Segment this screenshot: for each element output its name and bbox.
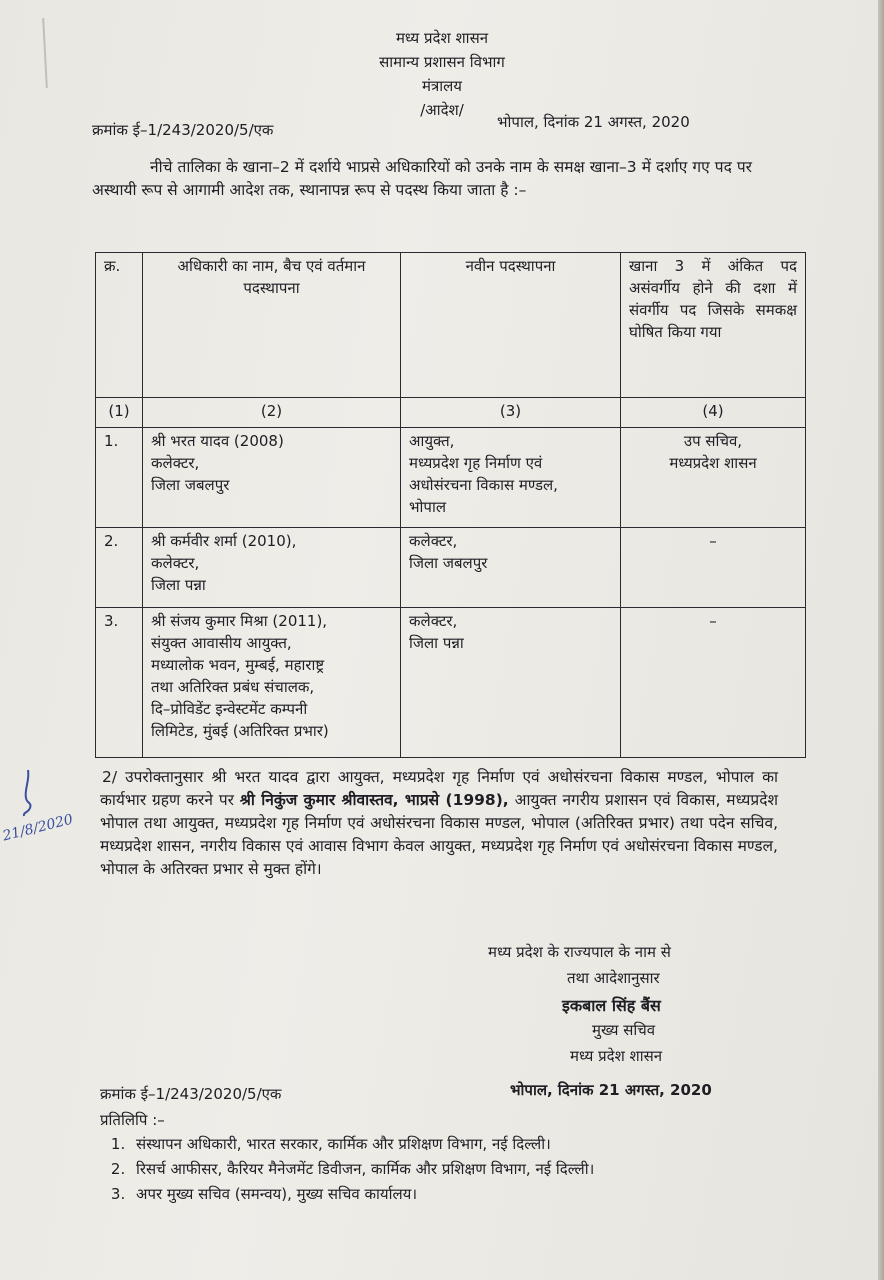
officer-current-line: जिला जबलपुर [151,476,230,494]
handwritten-initial-mark [18,768,38,818]
new-post-line: कलेक्टर, [409,532,458,550]
table-row [96,428,806,528]
list-item: 1. संस्थापन अधिकारी, भारत सरकार, कार्मिक और प्रशिक्षण विभाग, नई दिल्ली। [130,1132,594,1157]
row-sn: 1. [96,428,143,528]
row-officer [143,608,401,758]
para2-tail: आयुक्त नगरीय प्रशासन एवं विकास, मध्यप्रदेश भोपाल तथा आयुक्त, मध्यप्रदेश गृह निर्माण एवं अधोसंरचना विकास मण्डल, भोपाल (अतिरिक्त प्रभार) तथा पदेन सचिव, मध्यप्रदेश शासन, नगरीय विकास एवं आवास विभाग केवल आयुक्त, मध्यप्रदेश गृह निर्माण एवं अधोसंरचना विकास मण्डल, भोपाल के अतिरक्त प्रभार से मुक्त होंगे। [100,791,778,878]
posting-table [95,252,806,758]
header-equivalent: खाना 3 में अंकित पद असंवर्गीय होने की दशा में संवर्गीय पद जिसके समकक्ष घोषित किया गया [621,253,806,398]
header-ministry: मंत्रालय [421,77,462,95]
header-order: /आदेश/ [420,101,464,119]
row-officer [143,528,401,608]
new-post-line: जिला जबलपुर [409,554,488,572]
col-number-4: (4) [621,398,806,428]
new-post-line: मध्यप्रदेश गृह निर्माण एवं [409,454,543,472]
signatory-office: मध्य प्रदेश शासन [570,1047,663,1065]
officer-current-line: जिला पन्ना [151,576,206,594]
officer-name: श्री संजय कुमार मिश्रा (2011), [151,612,328,630]
col-number-3: (3) [401,398,621,428]
para2-bold-name: श्री निकुंज कुमार श्रीवास्तव, भाप्रसे (1998), [239,791,509,809]
header-government: मध्य प्रदेश शासन [395,29,489,47]
header-department: सामान्य प्रशासन विभाग [379,53,505,71]
header-new-post: नवीन पदस्थापना [401,253,621,398]
officer-current-line: दि–प्रोविडेंट इन्वेस्टमेंट कम्पनी [151,700,308,718]
officer-name: श्री कर्मवीर शर्मा (2010), [151,532,297,550]
equivalent-line: – [709,532,717,550]
new-post-line: अधोसंरचना विकास मण्डल, [409,476,558,494]
row-new-post [401,428,621,528]
header-officer: अधिकारी का नाम, बैच एवं वर्तमान पदस्थापना [143,253,401,398]
row-equivalent [621,428,806,528]
signatory-name: इकबाल सिंह बैंस [562,996,661,1015]
officer-current-line: लिमिटेड, मुंबई (अतिरिक्त प्रभार) [151,722,329,740]
row-officer [143,428,401,528]
table-row [96,608,806,758]
row-equivalent [621,608,806,758]
officer-current-line: तथा अतिरिक्त प्रबंध संचालक, [151,678,315,696]
footer-order-number: क्रमांक ई–1/243/2020/5/एक [100,1085,282,1103]
row-new-post [401,528,621,608]
signature-line-2: तथा आदेशानुसार [567,969,660,987]
new-post-line: भोपाल [409,498,447,516]
list-item: 2. रिसर्च आफीसर, कैरियर मैनेजमेंट डिवीजन, कार्मिक और प्रशिक्षण विभाग, नई दिल्ली। [130,1157,594,1182]
footer-place-date: भोपाल, दिनांक 21 अगस्त, 2020 [510,1081,712,1099]
header-sn: क्र. [96,253,143,398]
new-post-line: जिला पन्ना [409,634,464,652]
equivalent-line: मध्यप्रदेश शासन [669,454,757,472]
signatory-designation: मुख्य सचिव [592,1021,656,1039]
officer-current-line: कलेक्टर, [151,454,200,472]
copy-label: प्रतिलिपि :– [100,1111,165,1129]
row-sn: 3. [96,608,143,758]
equivalent-line: उप सचिव, [683,432,743,450]
row-equivalent [621,528,806,608]
officer-current-line: संयुक्त आवासीय आयुक्त, [151,634,292,652]
list-item: 3. अपर मुख्य सचिव (समन्वय), मुख्य सचिव कार्यालय। [130,1182,594,1207]
officer-current-line: कलेक्टर, [151,554,200,572]
intro-paragraph: नीचे तालिका के खाना–2 में दर्शाये भाप्रसे अधिकारियों को उनके नाम के समक्ष खाना–3 में दर्शाए गए पद पर अस्थायी रूप से आगामी आदेश तक, स्थानापन्न रूप से पदस्थ किया जाता है :– [92,158,752,199]
row-sn: 2. [96,528,143,608]
officer-name: श्री भरत यादव (2008) [151,432,284,450]
table-row [96,528,806,608]
row-new-post [401,608,621,758]
paragraph-2 [100,766,778,881]
copy-list [110,1132,594,1207]
order-number: क्रमांक ई–1/243/2020/5/एक [92,121,274,139]
col-number-1: (1) [96,398,143,428]
new-post-line: कलेक्टर, [409,612,458,630]
para2-lead: 2/ उपरोक्तानुसार श्री भरत यादव द्वारा आयुक्त, मध्यप्रदेश गृह निर्माण एवं अधोसंरचना विकास मण्डल, भोपाल का कार्यभार ग्रहण करने पर [100,768,778,809]
signature-line-1: मध्य प्रदेश के राज्यपाल के नाम से [488,943,671,961]
column-number-row [96,398,806,428]
place-date: भोपाल, दिनांक 21 अगस्त, 2020 [497,113,690,131]
equivalent-line: – [709,612,717,630]
col-number-2: (2) [143,398,401,428]
new-post-line: आयुक्त, [409,432,455,450]
page-edge [878,0,884,1280]
handwritten-date: 21/8/2020 [1,811,75,845]
table-header-row [96,253,806,398]
officer-current-line: मध्यालोक भवन, मुम्बई, महाराष्ट्र [151,656,325,674]
